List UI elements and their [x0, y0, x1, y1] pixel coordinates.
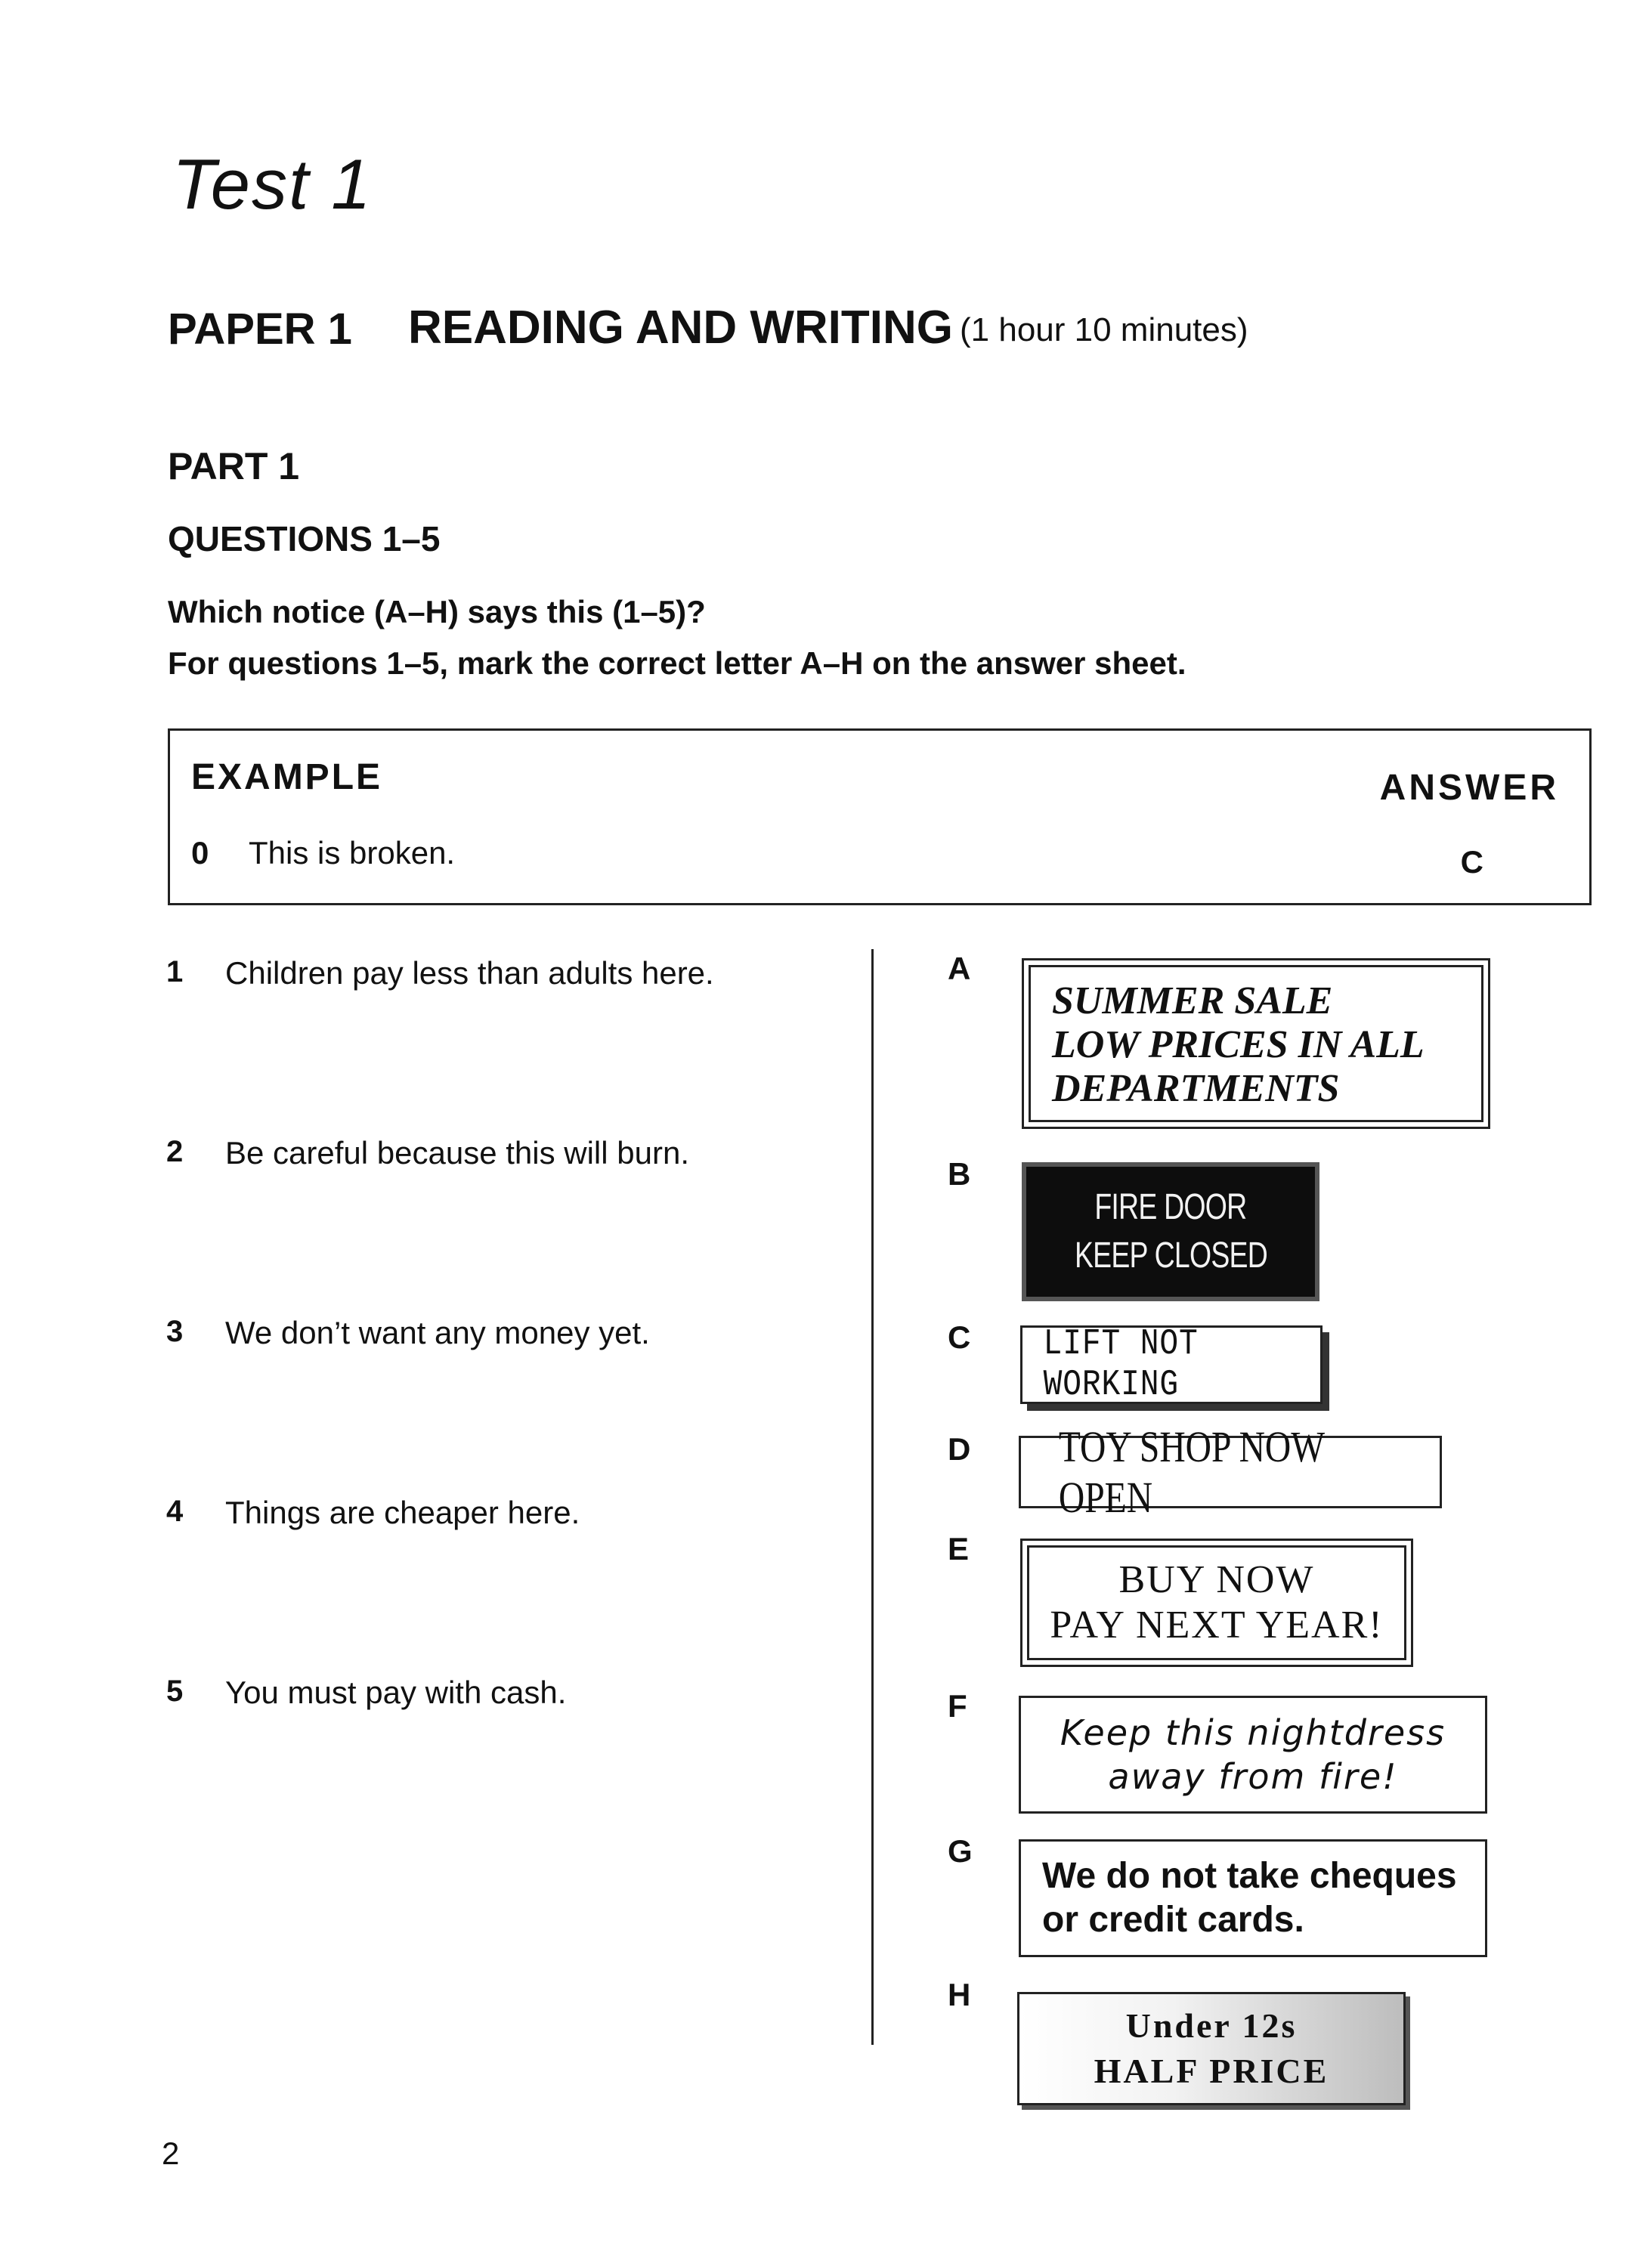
- notice-letter-d: D: [948, 1431, 971, 1467]
- column-divider: [871, 949, 874, 2045]
- notice-letter-h: H: [948, 1977, 971, 2012]
- notice-letter-b: B: [948, 1156, 971, 1192]
- test-title: Test 1: [172, 144, 373, 224]
- paper-duration: (1 hour 10 minutes): [960, 311, 1248, 348]
- notice-b-sign: [1022, 1162, 1319, 1301]
- instruction-line-2: For questions 1–5, mark the correct letter A–H on the answer sheet.: [168, 645, 1186, 681]
- notice-f-sign: [1019, 1696, 1487, 1814]
- example-heading: EXAMPLE: [191, 757, 383, 797]
- question-number: 2: [166, 1135, 184, 1168]
- example-text: This is broken.: [249, 835, 456, 871]
- notice-letter-f: F: [948, 1688, 967, 1724]
- question-text: Be careful because this will burn.: [225, 1135, 689, 1171]
- question-text: Things are cheaper here.: [225, 1495, 580, 1530]
- example-answer: C: [1460, 844, 1483, 880]
- example-box: [168, 728, 1592, 905]
- notice-d-line: TOY SHOP NOW OPEN: [1058, 1422, 1325, 1522]
- notice-letter-a: A: [948, 951, 971, 986]
- notice-g-sign: [1019, 1839, 1487, 1957]
- notice-h-sign: [1017, 1992, 1406, 2105]
- question-number: 3: [166, 1315, 184, 1348]
- question-text: You must pay with cash.: [225, 1675, 567, 1710]
- paper-label: PAPER 1: [168, 305, 352, 354]
- question-text: We don’t want any money yet.: [225, 1315, 650, 1350]
- notice-h-line: HALF PRICE: [1094, 2052, 1329, 2090]
- page-number: 2: [162, 2136, 180, 2171]
- questions-range: QUESTIONS 1–5: [168, 519, 441, 558]
- instruction-line-1: Which notice (A–H) says this (1–5)?: [168, 594, 706, 629]
- question-number: 5: [166, 1675, 184, 1708]
- answer-heading: ANSWER: [1379, 768, 1559, 808]
- question-text: Children pay less than adults here.: [225, 955, 714, 991]
- notice-b-line: KEEP CLOSED: [1074, 1236, 1267, 1276]
- notice-c-sign: [1020, 1325, 1323, 1404]
- notice-a-line: SUMMER SALE: [1052, 979, 1333, 1022]
- notice-g-line: We do not take cheques: [1042, 1856, 1457, 1896]
- example-number: 0: [191, 835, 209, 871]
- notice-h-line: Under 12s: [1125, 2006, 1298, 2045]
- notice-e-line: PAY NEXT YEAR!: [1050, 1604, 1384, 1647]
- notice-letter-e: E: [948, 1531, 970, 1566]
- part-title: PART 1: [168, 445, 300, 487]
- notice-d-sign: [1019, 1422, 1442, 1522]
- notice-c-line: LIFT NOT WORKING: [1043, 1324, 1199, 1406]
- notice-b-line: FIRE DOOR: [1094, 1187, 1247, 1227]
- notice-a-line: LOW PRICES IN ALL: [1052, 1023, 1425, 1066]
- notice-a-line: DEPARTMENTS: [1052, 1067, 1340, 1110]
- notice-f-line: Keep this nightdress: [1060, 1712, 1446, 1753]
- paper-name: READING AND WRITING: [408, 302, 953, 354]
- question-number: 4: [166, 1495, 184, 1528]
- notice-letter-g: G: [948, 1833, 973, 1869]
- notice-e-sign: [1020, 1539, 1413, 1667]
- notice-e-line: BUY NOW: [1118, 1558, 1315, 1601]
- notice-g-line: or credit cards.: [1042, 1900, 1304, 1940]
- notice-f-line: away from fire!: [1108, 1756, 1398, 1797]
- notice-letter-c: C: [948, 1319, 971, 1355]
- notice-a-sign: [1022, 958, 1490, 1129]
- question-number: 1: [166, 955, 184, 988]
